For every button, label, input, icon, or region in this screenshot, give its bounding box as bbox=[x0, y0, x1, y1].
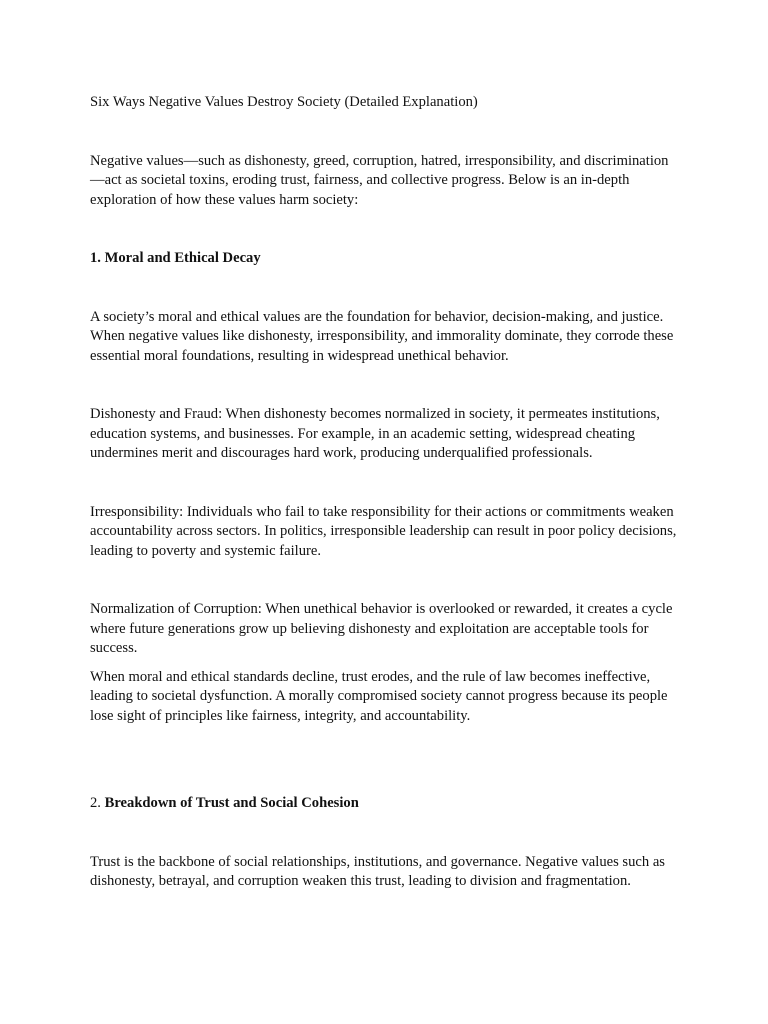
document-title: Six Ways Negative Values Destroy Society (Detailed Explanation) bbox=[90, 94, 478, 110]
section-1-heading: 1. Moral and Ethical Decay bbox=[90, 250, 261, 266]
section-1-paragraph-4: Normalization of Corruption: When unethical behavior is overlooked or rewarded, it creates a cycle where future generations grow up believing dishonesty and exploitation are acceptable tools for success. bbox=[90, 601, 673, 656]
intro-paragraph: Negative values—such as dishonesty, greed, corruption, hatred, irresponsibility, and discrimination—act as societal toxins, eroding trust, fairness, and collective progress. Below is an in-depth exploration of how these values harm society: bbox=[90, 152, 669, 208]
section-2-heading-text: Breakdown of Trust and Social Cohesion bbox=[104, 795, 359, 811]
section-2-heading bbox=[90, 794, 680, 814]
section-2-heading-number: 2. bbox=[90, 795, 105, 811]
section-2-paragraph-1: Trust is the backbone of social relationships, institutions, and governance. Negative values such as dishonesty, betrayal, and corruption weaken this trust, leading to division and fragmentation. bbox=[90, 853, 665, 889]
section-1-paragraph-2: Dishonesty and Fraud: When dishonesty becomes normalized in society, it permeates institutions, education systems, and businesses. For example, in an academic setting, widespread cheating undermines merit and discourages hard work, producing underqualified professionals. bbox=[90, 406, 660, 461]
section-1-paragraph-1: A society’s moral and ethical values are the foundation for behavior, decision-making, and justice. When negative values like dishonesty, irresponsibility, and immorality dominate, they corrode these essential moral foundations, resulting in widespread unethical behavior. bbox=[90, 308, 674, 364]
section-1-paragraph-3: Irresponsibility: Individuals who fail to take responsibility for their actions or commitments weaken accountability across sectors. In politics, irresponsible leadership can result in poor policy decisions, leading to poverty and systemic failure. bbox=[90, 503, 677, 559]
section-1-paragraph-5: When moral and ethical standards decline, trust erodes, and the rule of law becomes ineffective, leading to societal dysfunction. A morally compromised society cannot progress because its people lose sight of principles like fairness, integrity, and accountability. bbox=[90, 668, 668, 724]
document-page bbox=[90, 93, 680, 931]
